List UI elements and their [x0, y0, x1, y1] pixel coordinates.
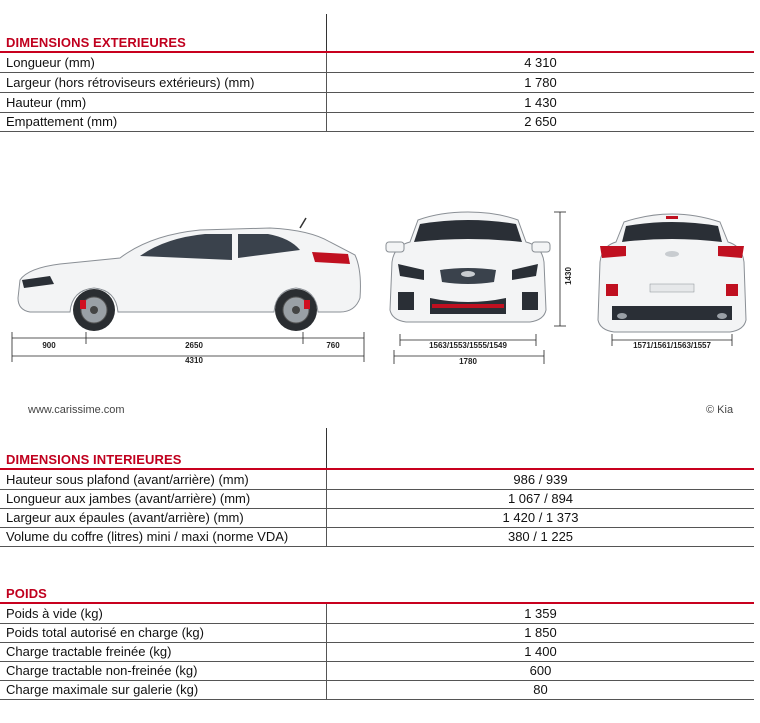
row-label: Empattement (mm) [6, 114, 118, 129]
row-label: Charge tractable non-freinée (kg) [6, 663, 198, 678]
row-value: 1 430 [524, 95, 557, 110]
row-value: 80 [533, 682, 548, 697]
table-row [0, 661, 754, 681]
wheelbase-label: 2650 [185, 341, 203, 350]
rear-dimension-lines [612, 334, 732, 350]
vehicle-dimension-drawing [0, 180, 760, 380]
height-label: 1430 [564, 267, 573, 285]
table-row [0, 623, 754, 643]
row-label: Largeur (hors rétroviseurs extérieurs) (mm) [6, 75, 255, 90]
table-row [0, 527, 754, 547]
row-value: 1 359 [524, 606, 557, 621]
side-view-car [18, 218, 360, 331]
row-value: 600 [529, 663, 552, 678]
row-label: Hauteur sous plafond (avant/arrière) (mm) [6, 472, 249, 487]
exterior-title: DIMENSIONS EXTERIEURES [6, 35, 186, 50]
row-label: Charge maximale sur galerie (kg) [6, 682, 199, 697]
site-credit: www.carissime.com [28, 404, 125, 416]
front-track-label: 1563/1553/1555/1549 [429, 341, 507, 350]
row-value: 1 420 / 1 373 [502, 510, 579, 525]
table-row [0, 508, 754, 528]
overall-length-label: 4310 [185, 356, 203, 365]
header-divider [326, 428, 327, 468]
row-label: Charge tractable freinée (kg) [6, 644, 172, 659]
row-label: Longueur aux jambes (avant/arrière) (mm) [6, 491, 251, 506]
header-divider [326, 14, 327, 51]
row-label: Poids à vide (kg) [6, 606, 103, 621]
row-value: 2 650 [524, 114, 557, 129]
row-value: 1 067 / 894 [507, 491, 574, 506]
side-dimension-lines [12, 332, 364, 365]
interior-section [0, 428, 754, 548]
table-row [0, 112, 754, 132]
rear-view-car [598, 214, 746, 332]
row-value: 1 780 [524, 75, 557, 90]
table-row [0, 470, 754, 490]
row-label: Hauteur (mm) [6, 95, 87, 110]
table-row [0, 680, 754, 700]
table-row [0, 642, 754, 662]
row-value: 4 310 [524, 55, 557, 70]
row-label: Volume du coffre (litres) mini / maxi (norme VDA) [6, 529, 289, 544]
row-label: Largeur aux épaules (avant/arrière) (mm) [6, 510, 244, 525]
front-overhang-label: 900 [42, 341, 56, 350]
table-row [0, 93, 754, 113]
row-value: 1 850 [524, 625, 557, 640]
copyright-credit: © Kia [706, 404, 734, 416]
interior-title: DIMENSIONS INTERIEURES [6, 452, 182, 467]
exterior-section [0, 0, 754, 130]
rear-track-label: 1571/1561/1563/1557 [633, 341, 711, 350]
weight-title: POIDS [6, 586, 47, 601]
overall-width-label: 1780 [459, 357, 477, 366]
row-value: 1 400 [524, 644, 557, 659]
row-label: Longueur (mm) [6, 55, 95, 70]
table-row [0, 604, 754, 624]
row-label: Poids total autorisé en charge (kg) [6, 625, 204, 640]
rear-overhang-label: 760 [326, 341, 340, 350]
table-row [0, 73, 754, 93]
row-value: 380 / 1 225 [507, 529, 574, 544]
table-row [0, 53, 754, 73]
table-row [0, 489, 754, 509]
row-value: 986 / 939 [513, 472, 568, 487]
front-view-car [386, 212, 550, 322]
weight-section [0, 560, 754, 720]
